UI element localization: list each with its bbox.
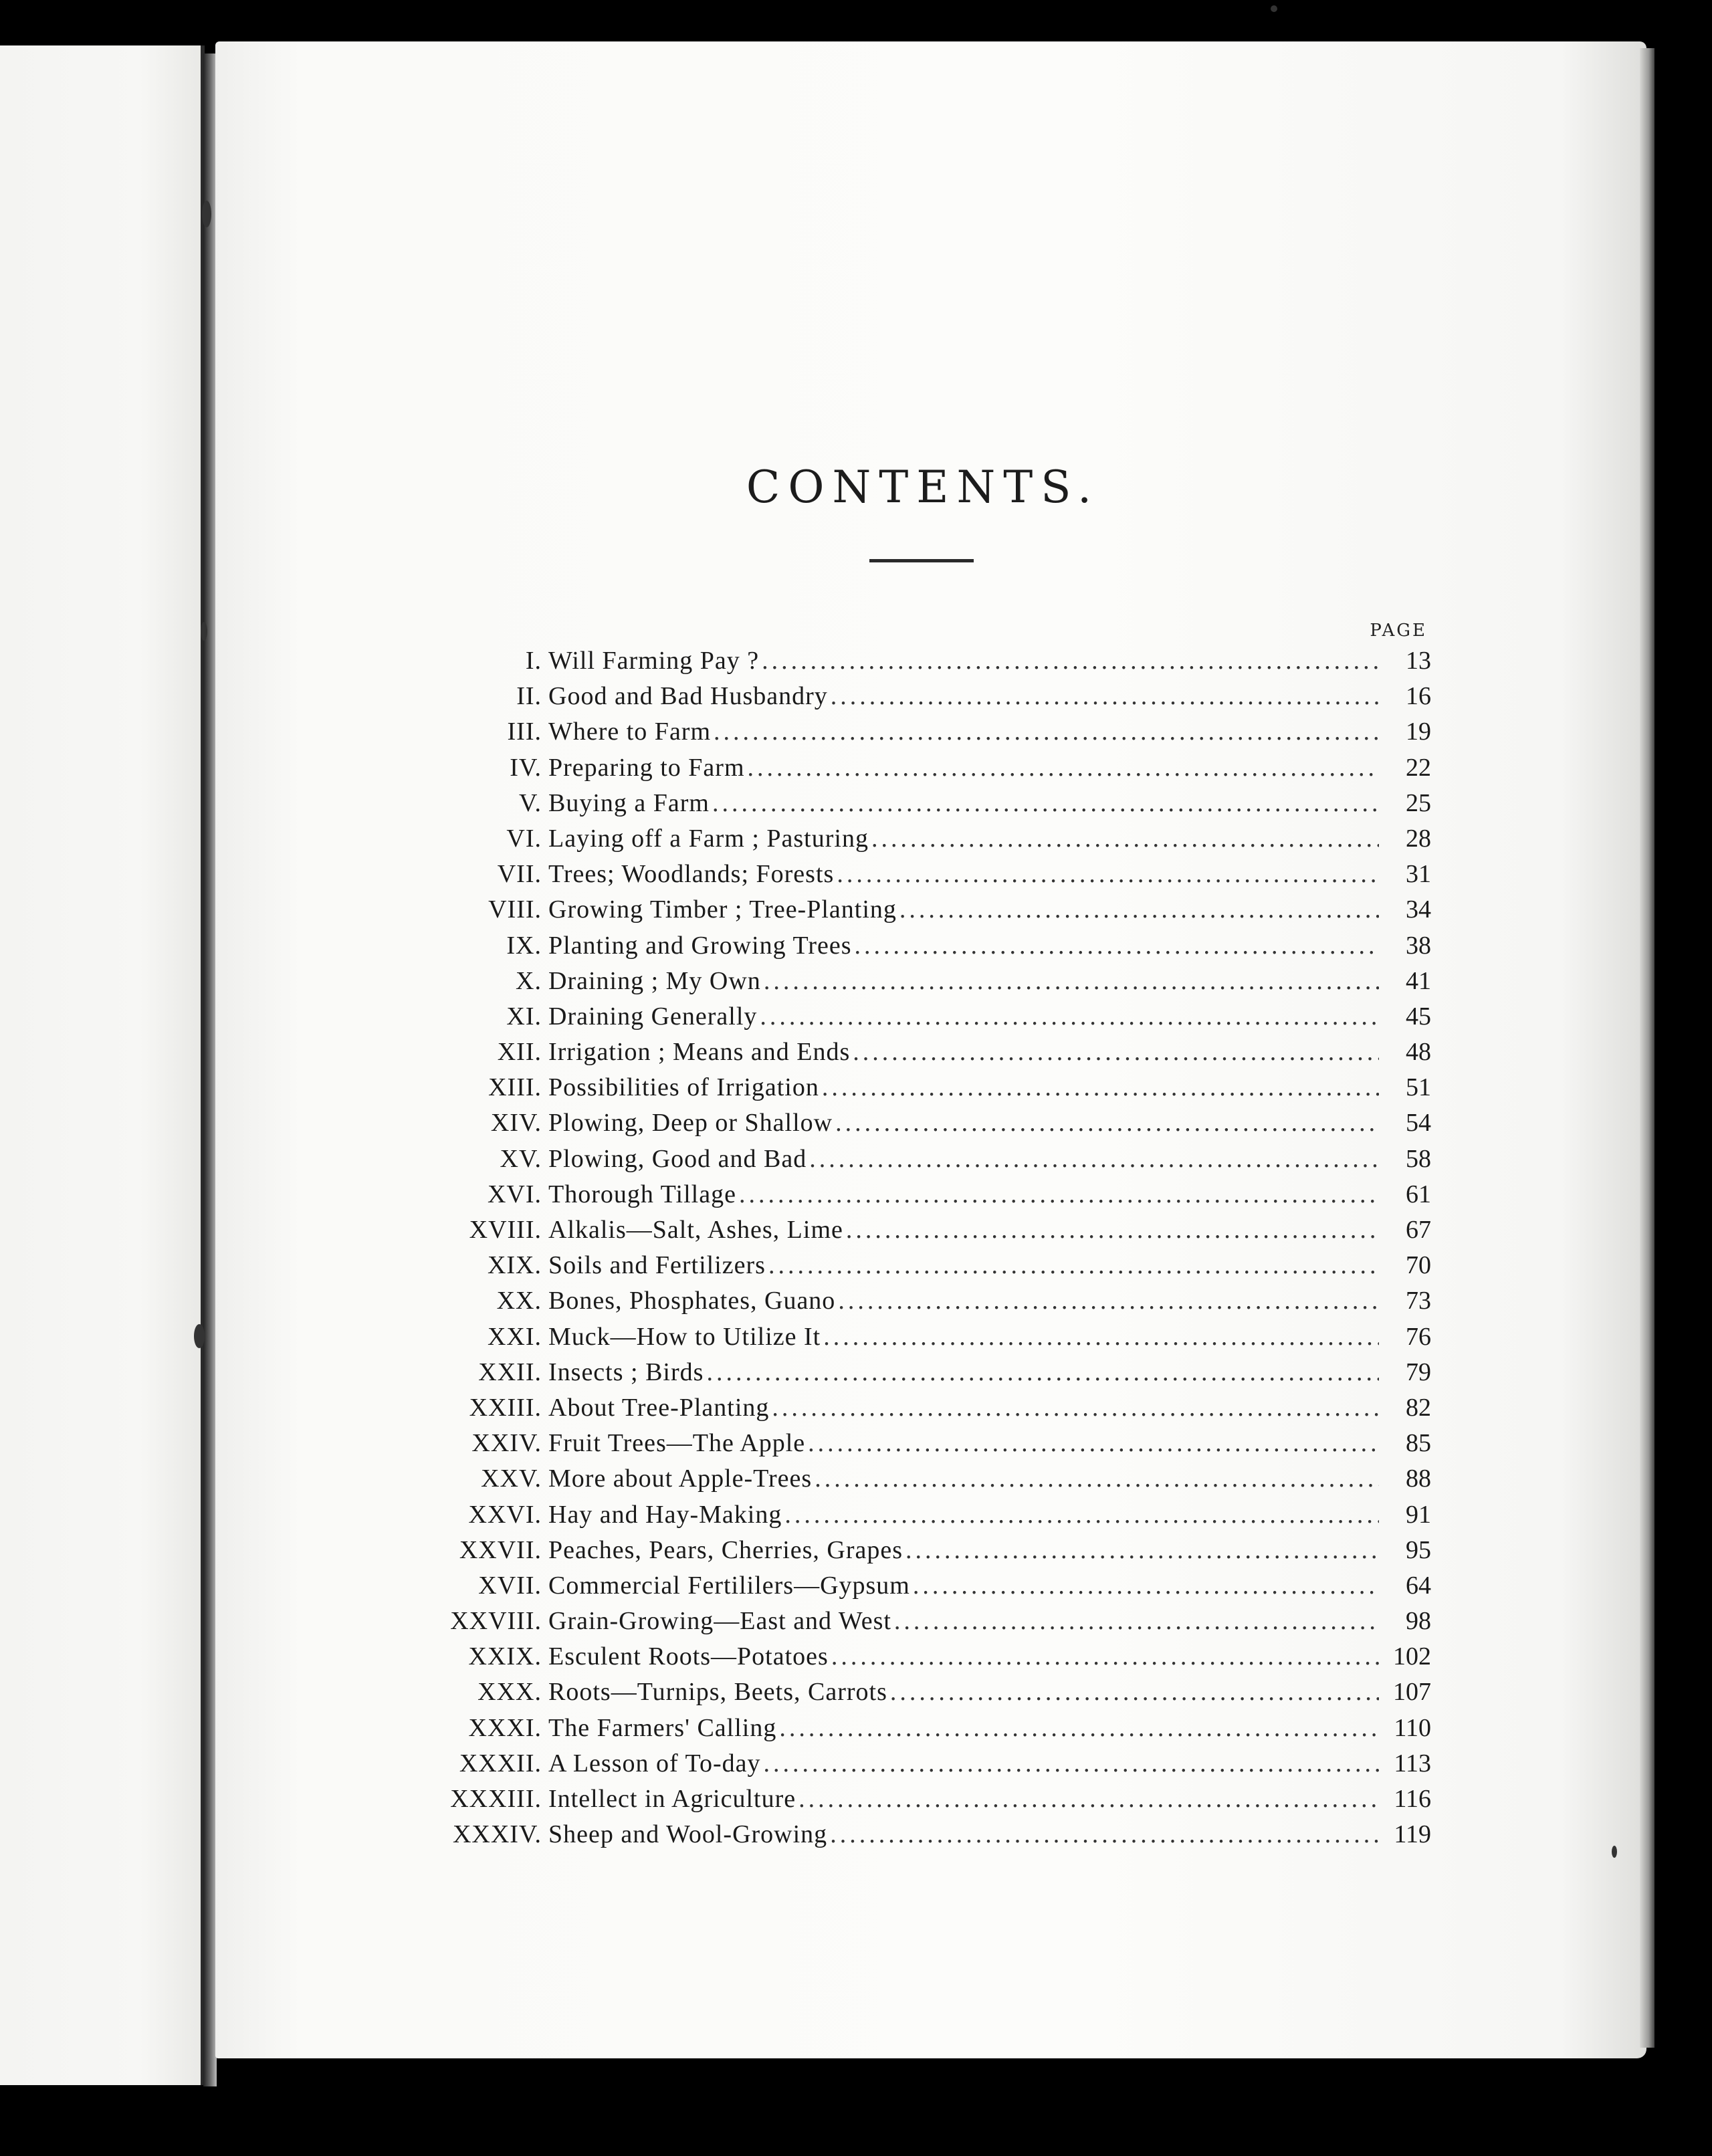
page-number: 88 [1406,1465,1431,1493]
page-number: 113 [1394,1749,1431,1777]
contents-entry [401,1782,1431,1817]
dot-leader [905,1533,1379,1568]
dot-leader [772,1390,1379,1426]
page-number: 67 [1406,1216,1431,1244]
contents-entry [401,1497,1431,1533]
dot-leader [809,1142,1379,1177]
page-number: 34 [1406,895,1431,924]
contents-entry [401,1817,1431,1852]
contents-entry [401,1177,1431,1212]
dot-leader [712,786,1379,821]
chapter-title: Alkalis—Salt, Ashes, Lime [548,1216,843,1244]
chapter-number: XXVII. [459,1535,542,1564]
page-number: 31 [1406,860,1431,889]
chapter-number: XXIX. [468,1642,542,1671]
chapter-number: I. [525,647,542,675]
contents-entry [401,1533,1431,1568]
page-number: 85 [1406,1429,1431,1458]
contents-entry [401,714,1431,750]
dot-leader [835,1105,1379,1141]
chapter-title: Draining Generally [548,1002,758,1031]
chapter-title: Hay and Hay-Making [548,1500,782,1529]
contents-entry [401,679,1431,714]
chapter-number: XXIII. [469,1393,542,1422]
binding-mark [194,1324,205,1348]
page-number: 38 [1406,931,1431,960]
contents-entry [401,1248,1431,1283]
chapter-title: Insects ; Birds [548,1358,704,1386]
contents-entry [401,857,1431,892]
contents-entry [401,1283,1431,1319]
chapter-title: More about Apple-Trees [548,1465,813,1493]
dot-leader [815,1461,1379,1497]
dot-leader [853,1035,1379,1070]
page-number: 119 [1394,1820,1431,1849]
chapter-number: XXVI. [468,1500,542,1529]
page-number: 28 [1406,824,1431,853]
page-number: 64 [1406,1571,1431,1600]
dot-leader [831,679,1379,714]
chapter-number: XIII. [488,1073,542,1102]
page-number: 41 [1406,966,1431,995]
chapter-number: XX. [496,1287,542,1315]
chapter-number: XIV. [490,1109,542,1138]
contents-entry [401,750,1431,786]
binding-mark [201,622,207,641]
contents-entry [401,1426,1431,1461]
chapter-number: IV. [510,753,542,782]
contents-entry [401,892,1431,928]
chapter-title: Laying off a Farm ; Pasturing [548,824,869,853]
chapter-title: Soils and Fertilizers [548,1251,766,1280]
chapter-number: II. [516,682,542,711]
contents-entry [401,1604,1431,1639]
dot-leader [823,1319,1379,1355]
chapter-number: XXXIV. [452,1820,542,1849]
dot-leader [899,892,1379,928]
dot-leader [762,643,1379,679]
chapter-number: XI. [506,1002,542,1031]
contents-entry [401,999,1431,1035]
dust-speck [1271,5,1277,12]
chapter-title: Sheep and Wool-Growing [548,1820,828,1849]
chapter-number: XII. [497,1038,542,1067]
dot-leader [764,1746,1379,1782]
contents-entry [401,1105,1431,1141]
chapter-title: Growing Timber ; Tree-Planting [548,895,897,924]
dust-speck [1612,1846,1617,1858]
page-column-header: PAGE [1370,621,1427,641]
dot-leader [714,714,1379,750]
chapter-title: Plowing, Deep or Shallow [548,1109,833,1138]
chapter-title: Buying a Farm [548,788,710,817]
dot-leader [779,1711,1379,1746]
contents-entry [401,643,1431,679]
chapter-number: XXXI. [468,1713,542,1742]
page-number: 102 [1393,1642,1431,1671]
dot-leader [748,750,1379,786]
chapter-title: Planting and Growing Trees [548,931,852,960]
chapter-number: XVII. [478,1571,542,1600]
page-number: 61 [1406,1180,1431,1208]
page-number: 58 [1406,1144,1431,1173]
page-number: 82 [1406,1393,1431,1422]
page-number: 70 [1406,1251,1431,1280]
page-number: 16 [1406,682,1431,711]
chapter-number: XIX. [487,1251,542,1280]
page-number: 45 [1406,1002,1431,1031]
chapter-title: Will Farming Pay ? [548,647,760,675]
contents-title: CONTENTS. [746,461,1100,513]
chapter-title: Plowing, Good and Bad [548,1144,807,1173]
chapter-title: Irrigation ; Means and Ends [548,1038,851,1067]
chapter-title: Trees; Woodlands; Forests [548,860,835,889]
chapter-title: Good and Bad Husbandry [548,682,828,711]
page-number: 91 [1406,1500,1431,1529]
page-edge [1640,48,1654,2048]
dot-leader [739,1177,1379,1212]
chapter-number: V. [518,788,542,817]
title-rule [869,559,974,562]
left-page [0,45,205,2085]
page-number: 98 [1406,1607,1431,1636]
chapter-title: Intellect in Agriculture [548,1785,796,1813]
book-gutter [203,53,217,2086]
chapter-number: XXI. [487,1322,542,1351]
contents-entry [401,1319,1431,1355]
contents-entry [401,1355,1431,1390]
dot-leader [846,1212,1379,1248]
page-number: 107 [1393,1678,1431,1707]
chapter-number: VII. [497,860,542,889]
contents-entry [401,1142,1431,1177]
dot-leader [830,1817,1379,1852]
chapter-title: Muck—How to Utilize It [548,1322,821,1351]
page-number: 25 [1406,788,1431,817]
page-number: 22 [1406,753,1431,782]
dot-leader [706,1355,1379,1390]
contents-entry [401,1070,1431,1105]
page-number: 79 [1406,1358,1431,1386]
chapter-number: IX. [506,931,542,960]
chapter-number: XXXIII. [450,1785,542,1813]
chapter-title: Possibilities of Irrigation [548,1073,819,1102]
dot-leader [822,1070,1379,1105]
chapter-number: XVI. [487,1180,542,1208]
contents-entry [401,1212,1431,1248]
chapter-title: Bones, Phosphates, Guano [548,1287,836,1315]
page-number: 95 [1406,1535,1431,1564]
contents-entry [401,821,1431,857]
dot-leader [837,857,1379,892]
chapter-title: Grain-Growing—East and West [548,1607,891,1636]
page-number: 13 [1406,647,1431,675]
contents-entry [401,1568,1431,1604]
contents-entry [401,1675,1431,1710]
chapter-title: Preparing to Farm [548,753,745,782]
chapter-number: X. [516,966,542,995]
chapter-title: Fruit Trees—The Apple [548,1429,806,1458]
chapter-title: A Lesson of To-day [548,1749,761,1777]
dot-leader [890,1675,1379,1710]
page-number: 73 [1406,1287,1431,1315]
dot-leader [768,1248,1379,1283]
dot-leader [855,928,1380,964]
chapter-title: Esculent Roots—Potatoes [548,1642,829,1671]
page-number: 48 [1406,1038,1431,1067]
dot-leader [798,1782,1379,1817]
dot-leader [764,964,1379,999]
dot-leader [894,1604,1379,1639]
page-number: 76 [1406,1322,1431,1351]
chapter-title: Peaches, Pears, Cherries, Grapes [548,1535,903,1564]
chapter-number: III. [507,718,542,746]
dot-leader [784,1497,1379,1533]
contents-entry [401,964,1431,999]
dot-leader [760,999,1379,1035]
chapter-number: XXIV. [471,1429,542,1458]
contents-entry [401,1461,1431,1497]
chapter-title: The Farmers' Calling [548,1713,777,1742]
chapter-number: XXXII. [459,1749,542,1777]
contents-entry [401,1746,1431,1782]
contents-entry [401,1711,1431,1746]
chapter-number: XVIII. [469,1216,542,1244]
contents-entry [401,1035,1431,1070]
chapter-number: XV. [500,1144,542,1173]
chapter-number: XXV. [481,1465,542,1493]
chapter-title: Draining ; My Own [548,966,761,995]
contents-entry [401,786,1431,821]
page-number: 51 [1406,1073,1431,1102]
chapter-number: VIII. [488,895,542,924]
page-number: 110 [1394,1713,1431,1742]
dot-leader [871,821,1379,857]
page-number: 116 [1394,1785,1431,1813]
dot-leader [808,1426,1379,1461]
chapter-title: Where to Farm [548,718,712,746]
binding-mark [202,201,211,227]
chapter-number: XXX. [477,1678,542,1707]
contents-entry [401,928,1431,964]
contents-list [401,643,1431,1852]
contents-entry [401,1390,1431,1426]
dot-leader [838,1283,1379,1319]
page-number: 19 [1406,718,1431,746]
chapter-title: Commercial Fertililers—Gypsum [548,1571,910,1600]
chapter-title: Thorough Tillage [548,1180,736,1208]
chapter-number: VI. [506,824,542,853]
chapter-title: Roots—Turnips, Beets, Carrots [548,1678,887,1707]
chapter-number: XXVIII. [450,1607,542,1636]
dot-leader [831,1639,1379,1675]
chapter-title: About Tree-Planting [548,1393,770,1422]
chapter-number: XXII. [478,1358,542,1386]
page-number: 54 [1406,1109,1431,1138]
dot-leader [913,1568,1379,1604]
contents-entry [401,1639,1431,1675]
